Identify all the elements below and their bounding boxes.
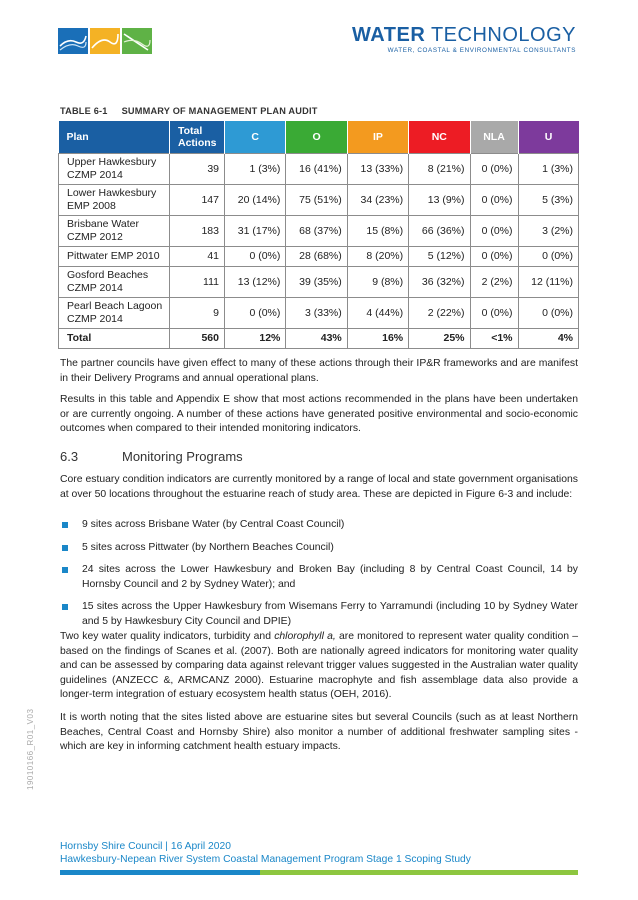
cell-nc: 25%	[409, 328, 470, 348]
cell-nla: 0 (0%)	[470, 297, 518, 328]
cell-plan: Gosford Beaches CZMP 2014	[59, 266, 170, 297]
table-row	[59, 215, 579, 246]
table-row	[59, 153, 579, 184]
header-total-actions: Total Actions	[170, 121, 225, 153]
cell-nla: <1%	[470, 328, 518, 348]
cell-u: 1 (3%)	[518, 153, 579, 184]
table-row	[59, 184, 579, 215]
cell-o: 39 (35%)	[286, 266, 347, 297]
document-reference-code: 19010166_R01_V03	[26, 708, 35, 790]
cell-u: 0 (0%)	[518, 297, 579, 328]
paragraph-results: Results in this table and Appendix E show that most actions recommended in the plans have been undertaken or are currently ongoing. A number of these actions have generated positive environmental and socio-economic outcomes when compared to their intended monitoring indicators.	[60, 394, 578, 435]
brand-logo	[352, 24, 576, 54]
cell-ip: 34 (23%)	[347, 184, 408, 215]
cell-plan: Pittwater EMP 2010	[59, 246, 170, 266]
table-row	[59, 246, 579, 266]
footer-color-bar	[60, 870, 578, 875]
cell-ip: 4 (44%)	[347, 297, 408, 328]
bullet-square-icon	[62, 604, 68, 610]
brand-tagline: WATER, COASTAL & ENVIRONMENTAL CONSULTANTS	[387, 47, 576, 54]
cell-nc: 5 (12%)	[409, 246, 470, 266]
header-nla: NLA	[470, 121, 518, 153]
table-header-row	[59, 121, 579, 153]
cell-u: 3 (2%)	[518, 215, 579, 246]
cell-ip: 16%	[347, 328, 408, 348]
cell-nc: 13 (9%)	[409, 184, 470, 215]
header-c: C	[225, 121, 286, 153]
bullet-square-icon	[62, 567, 68, 573]
cell-plan: Pearl Beach Lagoon CZMP 2014	[59, 297, 170, 328]
cell-plan: Total	[59, 328, 170, 348]
cell-c: 31 (17%)	[225, 215, 286, 246]
cell-ip: 8 (20%)	[347, 246, 408, 266]
footer-client-date: Hornsby Shire Council | 16 April 2020	[60, 841, 231, 852]
cell-plan: Lower Hawkesbury EMP 2008	[59, 184, 170, 215]
table-row	[59, 297, 579, 328]
paragraph-freshwater-sites: It is worth noting that the sites listed above are estuarine sites but several Councils (such as at least Northern Beaches, Central Coast and Hornsby Shire) also monitor a number of additional freshwater sampling sites - which are key in informing catchment health estuary impacts.	[60, 712, 578, 753]
section-title: Monitoring Programs	[122, 449, 243, 464]
cell-o: 16 (41%)	[286, 153, 347, 184]
cell-u: 0 (0%)	[518, 246, 579, 266]
cell-o: 28 (68%)	[286, 246, 347, 266]
cell-c: 20 (14%)	[225, 184, 286, 215]
cell-ip: 13 (33%)	[347, 153, 408, 184]
cell-o: 68 (37%)	[286, 215, 347, 246]
table-caption	[60, 106, 332, 116]
cell-total: 560	[170, 328, 225, 348]
cell-c: 1 (3%)	[225, 153, 286, 184]
list-item: 9 sites across Brisbane Water (by Central Coast Council)	[60, 518, 578, 533]
cell-c: 0 (0%)	[225, 246, 286, 266]
cell-u: 4%	[518, 328, 579, 348]
cell-o: 3 (33%)	[286, 297, 347, 328]
footer-project-title: Hawkesbury-Nepean River System Coastal Management Program Stage 1 Scoping Study	[60, 854, 471, 865]
cell-nla: 0 (0%)	[470, 184, 518, 215]
cell-o: 43%	[286, 328, 347, 348]
cell-plan: Brisbane Water CZMP 2012	[59, 215, 170, 246]
paragraph-water-quality: Two key water quality indicators, turbidity and chlorophyll a, are monitored to represent water quality condition – based on the findings of Scanes et al. (2007). Both are nationally agreed indicators for monitoring water quality and can be assessed by comparing data against relevant trigger values suggested in the Australian water quality guidelines (ANZECC &, ARMCANZ 2000). Estuarine macrophyte and fish assemblage data also provide a longer-term integration of estuary ecosystem health status (OEH, 2016).	[60, 631, 578, 701]
list-item: 24 sites across the Lower Hawkesbury and Broken Bay (including 8 by Central Coast Council, 14 by Hornsby Council and 2 by Sydney Water); and	[60, 563, 578, 592]
brand-name: WATER TECHNOLOGY	[352, 24, 576, 46]
cell-nc: 36 (32%)	[409, 266, 470, 297]
cell-o: 75 (51%)	[286, 184, 347, 215]
table-row	[59, 266, 579, 297]
table-title: SUMMARY OF MANAGEMENT PLAN AUDIT	[121, 106, 318, 116]
cell-nc: 8 (21%)	[409, 153, 470, 184]
cell-nla: 0 (0%)	[470, 246, 518, 266]
cell-nc: 66 (36%)	[409, 215, 470, 246]
cell-nc: 2 (22%)	[409, 297, 470, 328]
header-u: U	[518, 121, 579, 153]
cell-plan: Upper Hawkesbury CZMP 2014	[59, 153, 170, 184]
cell-c: 13 (12%)	[225, 266, 286, 297]
company-logo-mark	[58, 28, 152, 54]
cell-total: 183	[170, 215, 225, 246]
cell-total: 147	[170, 184, 225, 215]
cell-ip: 9 (8%)	[347, 266, 408, 297]
section-heading	[60, 449, 243, 464]
bullet-square-icon	[62, 545, 68, 551]
cell-ip: 15 (8%)	[347, 215, 408, 246]
page-footer	[60, 840, 471, 866]
paragraph-ipr-frameworks: The partner councils have given effect to many of these actions through their IP&R frameworks and are manifest in their Delivery Programs and annual operational plans.	[60, 358, 578, 384]
cell-total: 41	[170, 246, 225, 266]
bullet-square-icon	[62, 522, 68, 528]
table-number: TABLE 6-1	[60, 106, 108, 116]
cell-nla: 0 (0%)	[470, 153, 518, 184]
header-nc: NC	[409, 121, 470, 153]
cell-nla: 0 (0%)	[470, 215, 518, 246]
cell-c: 0 (0%)	[225, 297, 286, 328]
cell-u: 12 (11%)	[518, 266, 579, 297]
cell-u: 5 (3%)	[518, 184, 579, 215]
paragraph-core-indicators: Core estuary condition indicators are currently monitored by a range of local and state government organisations at over 50 locations throughout the estuarine reach of study area. These are depicted in Figure 6-3 and include:	[60, 474, 578, 500]
header-o: O	[286, 121, 347, 153]
header-plan: Plan	[59, 121, 170, 153]
header-ip: IP	[347, 121, 408, 153]
cell-nla: 2 (2%)	[470, 266, 518, 297]
cell-total: 9	[170, 297, 225, 328]
footer-bar-blue	[60, 870, 260, 875]
section-number: 6.3	[60, 449, 79, 464]
cell-c: 12%	[225, 328, 286, 348]
list-item: 5 sites across Pittwater (by Northern Beaches Council)	[60, 541, 578, 556]
footer-bar-green	[260, 870, 578, 875]
cell-total: 111	[170, 266, 225, 297]
list-item: 15 sites across the Upper Hawkesbury from Wisemans Ferry to Yarramundi (including 10 by Sydney Water and 5 by Hawkesbury City Council and DPIE)	[60, 600, 578, 629]
cell-total: 39	[170, 153, 225, 184]
management-plan-audit-table	[58, 121, 579, 349]
monitoring-sites-list	[60, 518, 578, 638]
table-total-row	[59, 328, 579, 348]
